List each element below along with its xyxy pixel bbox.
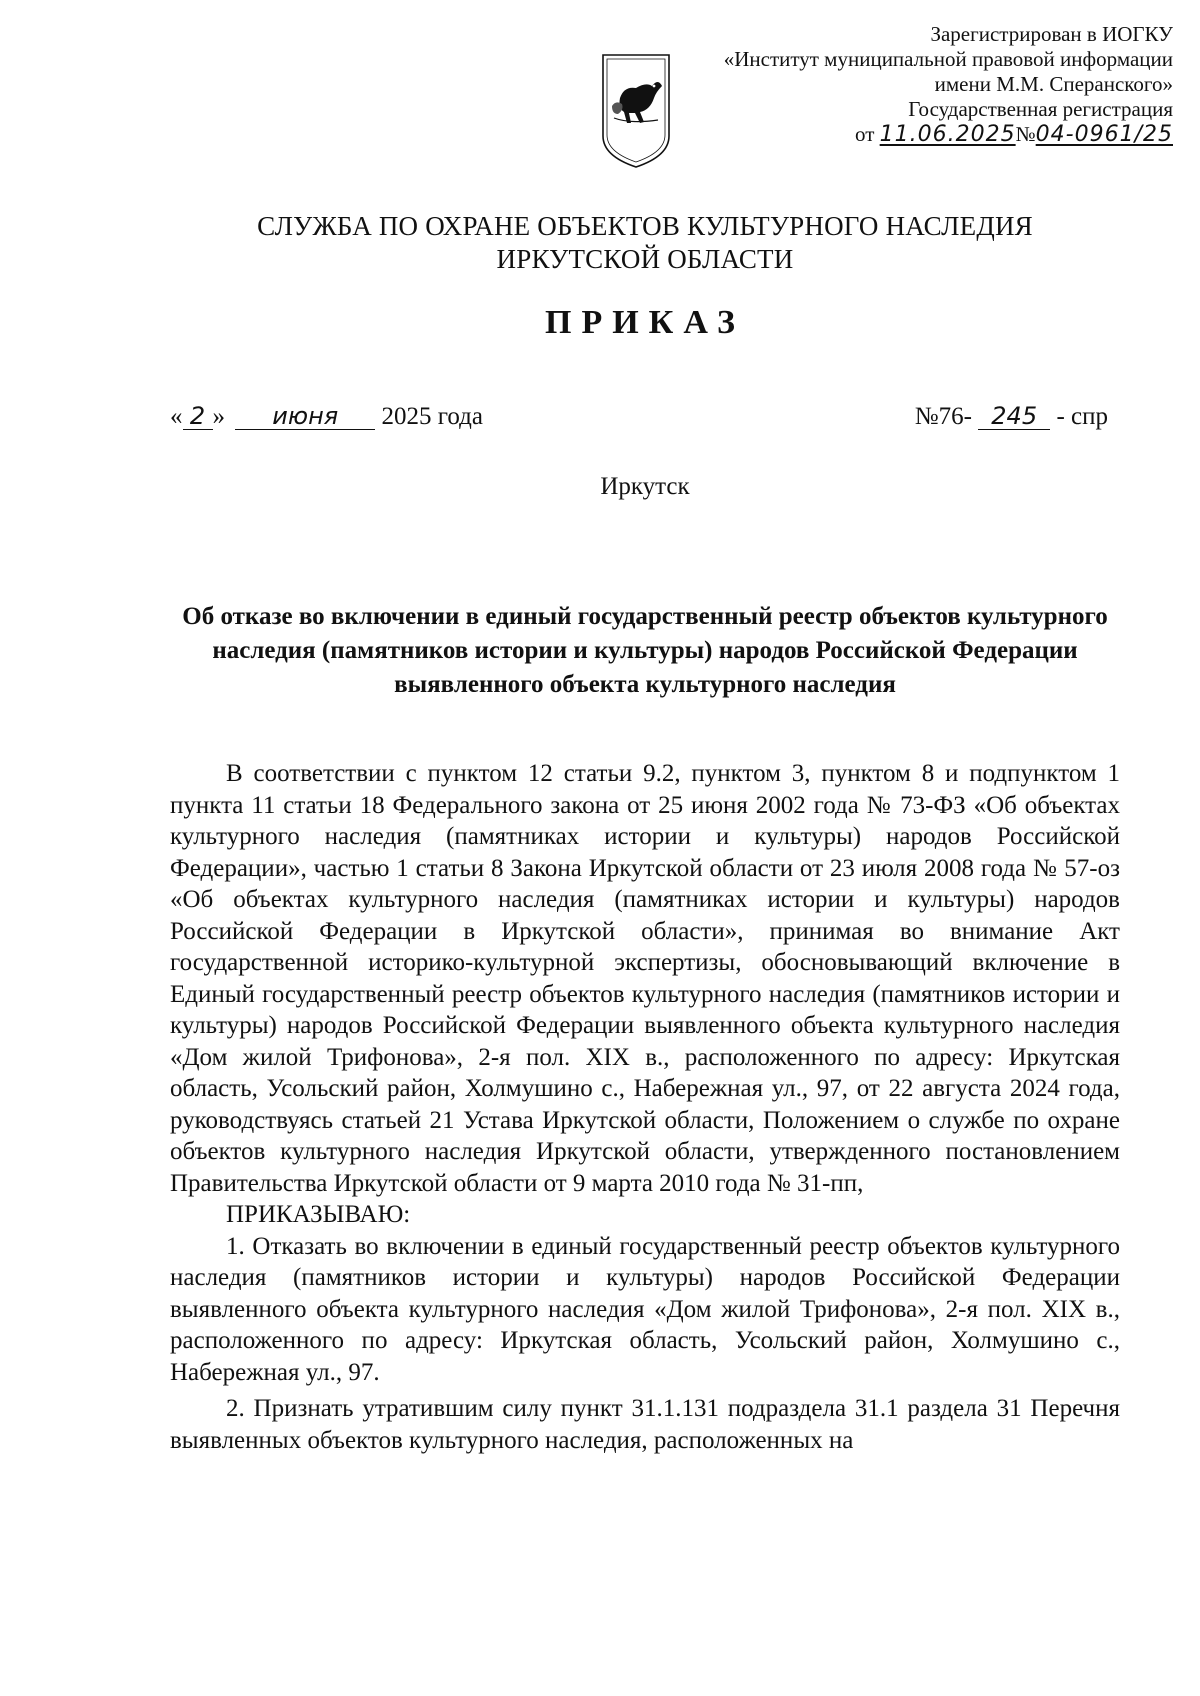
agency-line-2: ИРКУТСКОЙ ОБЛАСТИ bbox=[496, 244, 794, 274]
date-year: 2025 года bbox=[381, 403, 483, 430]
order-item-2: 2. Признать утратившим силу пункт 31.1.131 подраздела 31.1 раздела 31 Перечня выявленных объектов культурного наследия, расположенных на bbox=[170, 1395, 1120, 1454]
order-word: ПРИКАЗЫВАЮ: bbox=[226, 1201, 411, 1228]
date-open-quote: « bbox=[170, 403, 183, 430]
order-item-1: 1. Отказать во включении в единый государственный реестр объектов культурного наследия (памятников истории и культуры) народов Российской Федерации выявленного объекта культурного наследия «Дом жилой Трифонова», 2-я пол. XIX в., расположенного по адресу: Иркутская область, Усольский район, Холмушино с., Набережная ул., 97. bbox=[170, 1232, 1120, 1386]
order-number-prefix: №76- bbox=[914, 403, 972, 430]
registration-stamp bbox=[724, 22, 1173, 147]
order-date bbox=[170, 403, 483, 431]
document-title: Об отказе во включении в единый государственный реестр объектов культурного наследия (памятников истории и культуры) народов Российской Федерации выявленного объекта культурного наследия bbox=[182, 603, 1108, 698]
date-close-quote: » bbox=[212, 403, 225, 430]
registration-number: 04-0961/25 bbox=[1035, 122, 1173, 147]
city: Иркутск bbox=[600, 473, 690, 500]
document-body bbox=[170, 758, 1120, 1456]
date-month: июня bbox=[235, 403, 375, 430]
preamble-paragraph: В соответствии с пунктом 12 статьи 9.2, пунктом 3, пунктом 8 и подпунктом 1 пункта 11 статьи 18 Федерального закона от 25 июня 2002 года № 73-ФЗ «Об объектах культурного наследия (памятниках истории и культуры) народов Российской Федерации», частью 1 статьи 8 Закона Иркутской области от 23 июля 2008 года № 57-оз «Об объектах культурного наследия (памятниках истории и культуры) народов Российской Федерации в Иркутской области», принимая во внимание Акт государственной историко-культурной экспертизы, обосновывающий включение в Единый государственный реестр объектов культурного наследия (памятников истории и культуры) народов Российской Федерации выявленного объекта культурного наследия «Дом жилой Трифонова», 2-я пол. XIX в., расположенного по адресу: Иркутская область, Усольский район, Холмушино с., Набережная ул., 97, от 22 августа 2024 года, руководствуясь статьей 21 Устава Иркутской области, Положением о службе по охране объектов культурного наследия Иркутской области, утвержденного постановлением Правительства Иркутской области от 9 марта 2010 года № 31-пп, bbox=[170, 760, 1120, 1197]
registration-number-sign: № bbox=[1015, 122, 1036, 146]
date-day: 2 bbox=[183, 403, 213, 430]
registration-line-3: имени М.М. Сперанского» bbox=[934, 72, 1173, 96]
order-number-suffix: - спр bbox=[1056, 403, 1108, 430]
document-type-heading: ПРИКАЗ bbox=[545, 304, 745, 341]
agency-name bbox=[0, 210, 1200, 276]
registration-line-4: Государственная регистрация bbox=[908, 97, 1173, 121]
coat-of-arms-irkutsk-icon bbox=[600, 52, 672, 170]
order-number bbox=[915, 403, 1108, 431]
order-number-value: 245 bbox=[978, 403, 1050, 430]
registration-date-line bbox=[724, 122, 1173, 147]
registration-line-1: Зарегистрирован в ИОГКУ bbox=[930, 22, 1173, 46]
registration-from-prefix: от bbox=[855, 122, 875, 146]
agency-line-1: СЛУЖБА ПО ОХРАНЕ ОБЪЕКТОВ КУЛЬТУРНОГО НАСЛЕДИЯ bbox=[257, 211, 1033, 241]
registration-date: 11.06.2025 bbox=[879, 122, 1016, 147]
registration-line-2: «Институт муниципальной правовой информации bbox=[723, 47, 1173, 71]
